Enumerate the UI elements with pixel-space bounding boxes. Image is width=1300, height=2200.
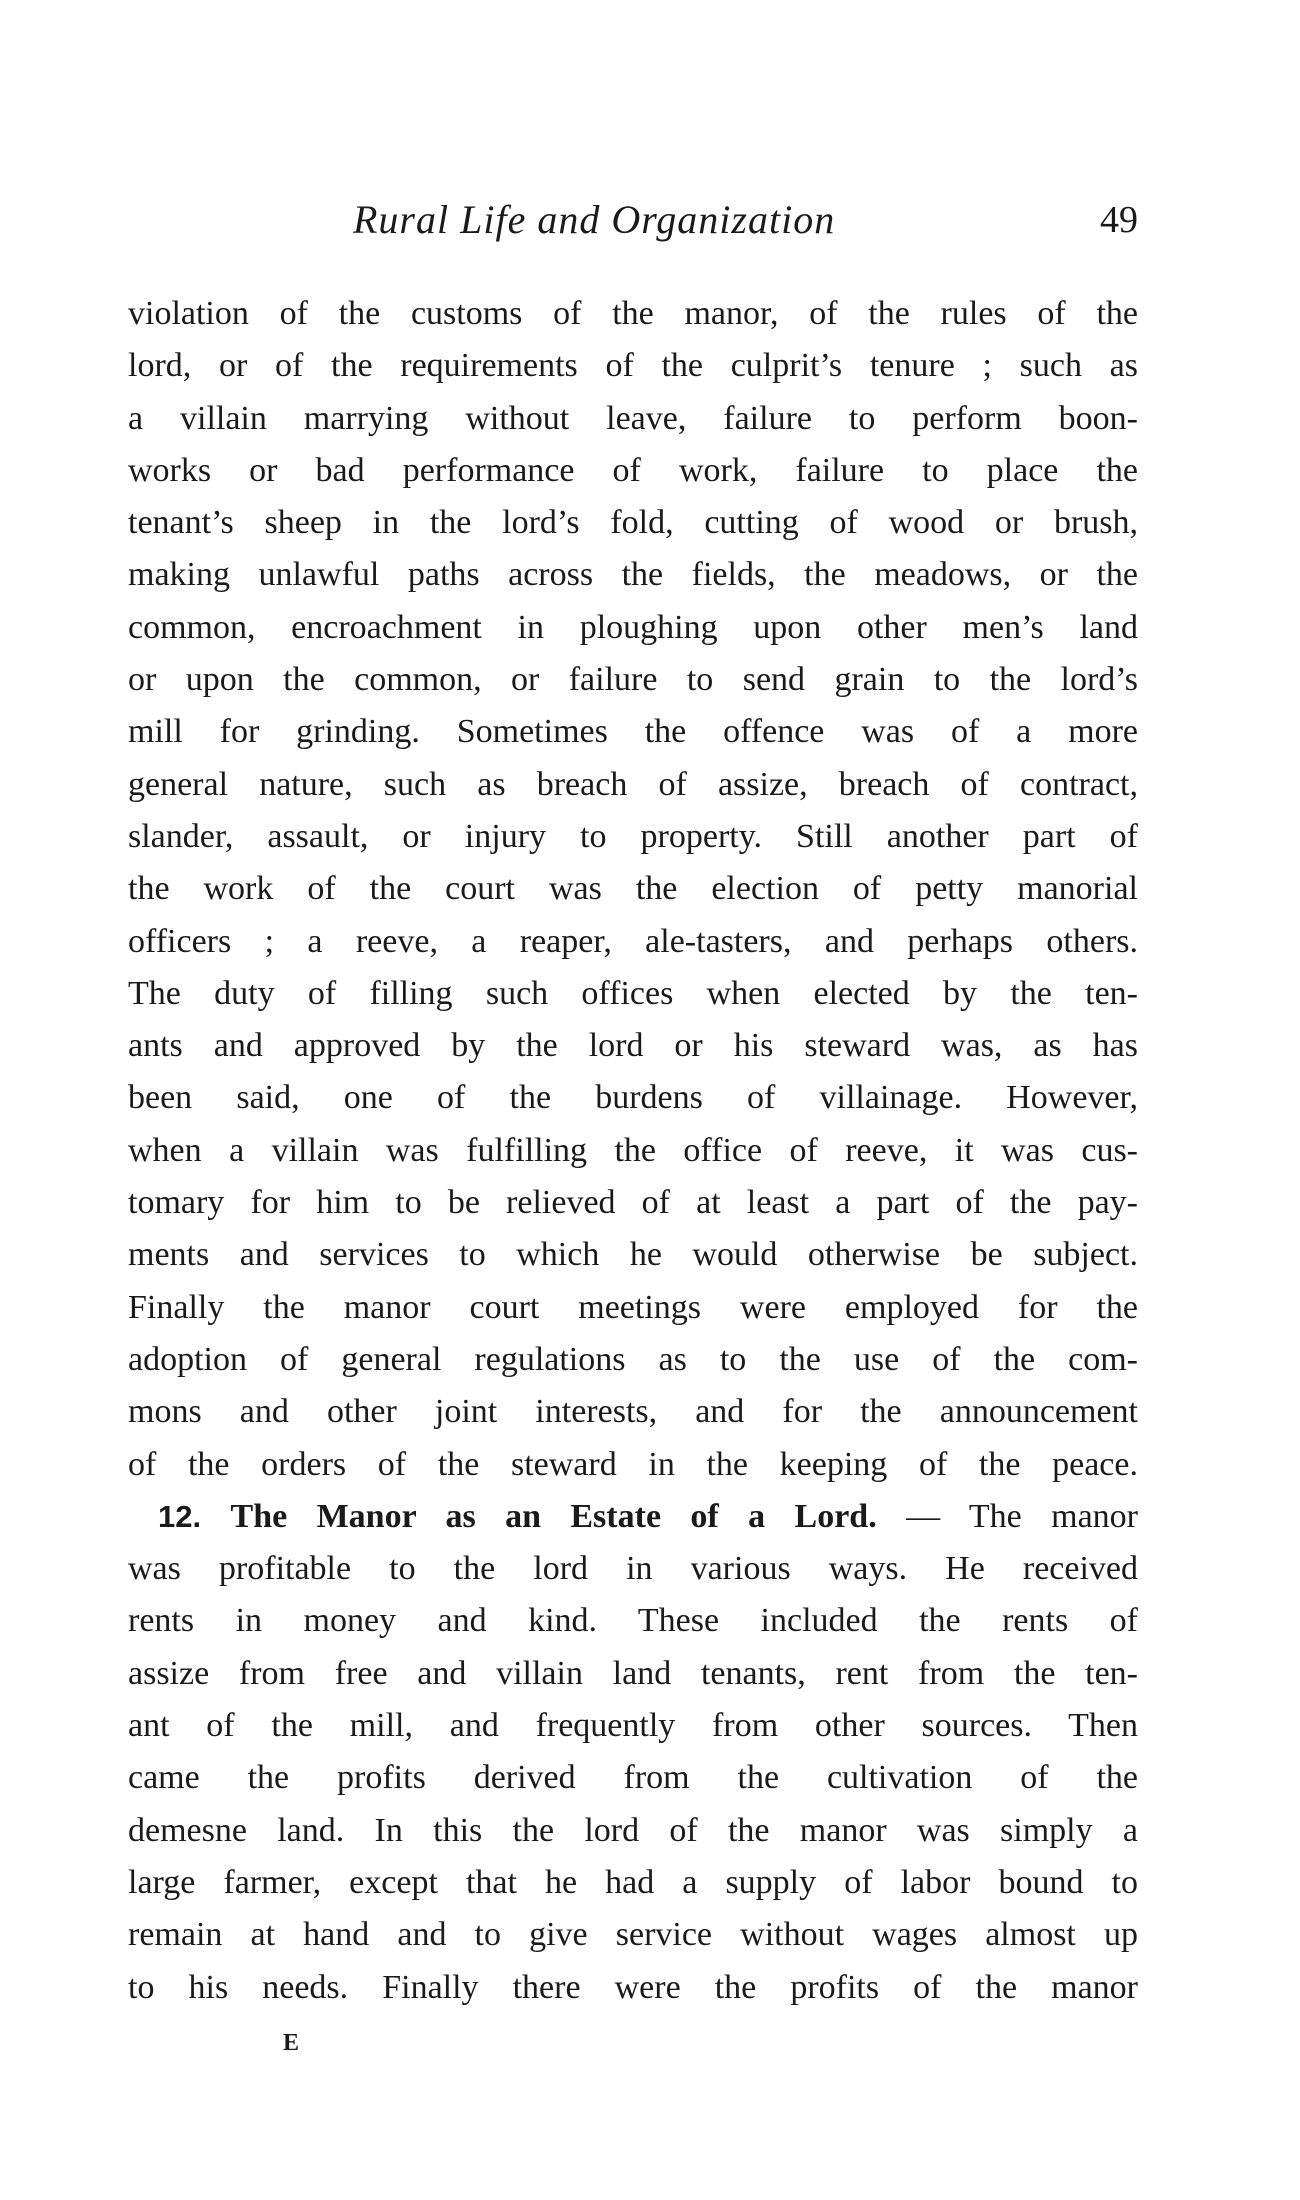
text-line: to his needs. Finally there were the profits of the manor	[128, 1968, 1138, 2006]
text-line: assize from free and villain land tenants, rent from the ten-	[128, 1654, 1138, 1692]
running-title: Rural Life and Organization	[353, 197, 836, 242]
text-line: tenant’s sheep in the lord’s fold, cutting of wood or brush,	[128, 504, 1138, 542]
text-line: lord, or of the requirements of the culprit’s tenure ; such as	[128, 347, 1138, 385]
text-line: the work of the court was the election of petty manorial	[128, 870, 1138, 908]
text-line: tomary for him to be relieved of at least a part of the pay-	[128, 1184, 1138, 1222]
text-line: or upon the common, or failure to send grain to the lord’s	[128, 661, 1138, 699]
body-text	[128, 288, 1138, 2014]
text-line: mill for grinding. Sometimes the offence was of a more	[128, 713, 1138, 751]
text-line: making unlawful paths across the fields, the meadows, or the	[128, 556, 1138, 594]
text-line: officers ; a reeve, a reaper, ale-tasters, and perhaps others.	[128, 922, 1138, 960]
text-line: ant of the mill, and frequently from other sources. Then	[128, 1707, 1138, 1745]
text-line: adoption of general regulations as to the use of the com-	[128, 1340, 1138, 1378]
text-line: remain at hand and to give service without wages almost up	[128, 1916, 1138, 1954]
text-line: common, encroachment in ploughing upon other men’s land	[128, 608, 1138, 646]
running-head	[128, 196, 1138, 256]
text-line: Finally the manor court meetings were employed for the	[128, 1288, 1138, 1326]
text-line: been said, one of the burdens of villainage. However,	[128, 1079, 1138, 1117]
text-line: ants and approved by the lord or his steward was, as has	[128, 1027, 1138, 1065]
text-line: violation of the customs of the manor, of the rules of the	[128, 295, 1138, 332]
text-line: works or bad performance of work, failure to place the	[128, 451, 1138, 489]
text-line: of the orders of the steward in the keeping of the peace.	[128, 1445, 1138, 1483]
signature-mark: E	[283, 2030, 301, 2056]
text-line: ments and services to which he would otherwise be subject.	[128, 1236, 1138, 1274]
text-line: general nature, such as breach of assize, breach of contract,	[128, 765, 1138, 803]
text-line: rents in money and kind. These included the rents of	[128, 1602, 1138, 1640]
text-line: slander, assault, or injury to property. Still another part of	[128, 817, 1138, 855]
page-number: 49	[1100, 199, 1138, 241]
text-line: large farmer, except that he had a supply of labor bound to	[128, 1863, 1138, 1901]
section-lead-text: — The manor	[876, 1497, 1138, 1535]
section-number: 12.	[158, 1498, 202, 1534]
text-line: The duty of filling such offices when elected by the ten-	[128, 974, 1138, 1012]
text-line: when a villain was fulfilling the office of reeve, it was cus-	[128, 1131, 1138, 1169]
section-title: The Manor as an Estate of a Lord.	[230, 1497, 877, 1535]
text-line: came the profits derived from the cultivation of the	[128, 1759, 1138, 1797]
text-line: demesne land. In this the lord of the manor was simply a	[128, 1811, 1138, 1849]
section-heading-line	[128, 1491, 1138, 1543]
text-line: a villain marrying without leave, failure to perform boon-	[128, 399, 1138, 437]
text-line: mons and other joint interests, and for the announcement	[128, 1393, 1138, 1431]
text-line: was profitable to the lord in various ways. He received	[128, 1550, 1138, 1588]
